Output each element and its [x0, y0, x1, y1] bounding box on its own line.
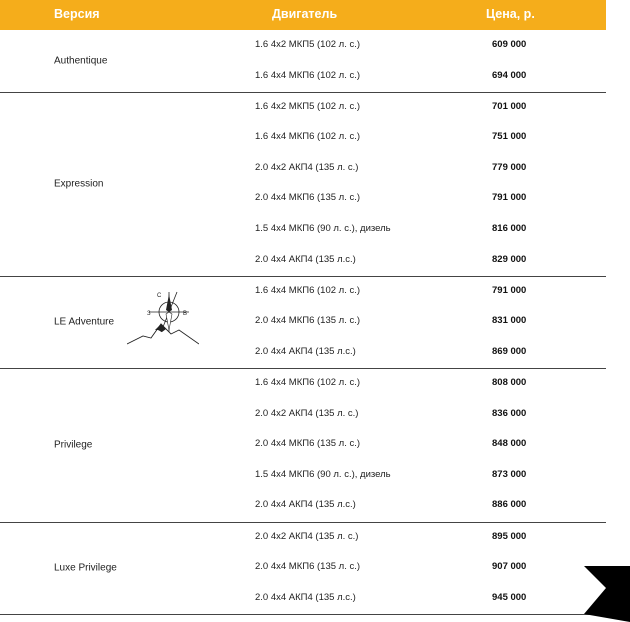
- engine-cell: 1.5 4x4 МКП6 (90 л. с.), дизель: [255, 223, 391, 235]
- engine-cell: 2.0 4x4 АКП4 (135 л.с.): [255, 253, 356, 265]
- table-row: [0, 377, 606, 391]
- price-cell: 848 000: [492, 438, 527, 450]
- table-row: [0, 531, 606, 545]
- engine-cell: 1.6 4x2 МКП5 (102 л. с.): [255, 39, 361, 50]
- engine-cell: 2.0 4x2 АКП4 (135 л. с.): [255, 407, 359, 419]
- version-group: [0, 276, 606, 369]
- version-group: [0, 92, 606, 277]
- table-row: [0, 285, 606, 299]
- engine-cell: 2.0 4x4 АКП4 (135 л.с.): [255, 345, 356, 357]
- version-name: Luxe Privilege: [54, 562, 117, 574]
- engine-cell: 1.5 4x4 МКП6 (90 л. с.), дизель: [255, 468, 391, 480]
- table-row: [0, 315, 606, 329]
- engine-cell: 2.0 4x4 АКП4 (135 л.с.): [255, 591, 356, 603]
- engine-cell: 1.6 4x4 МКП6 (102 л. с.): [255, 131, 361, 143]
- price-cell: 791 000: [492, 192, 527, 204]
- price-cell: 886 000: [492, 499, 527, 511]
- version-name: LE Adventure: [54, 316, 115, 328]
- price-cell: 779 000: [492, 161, 527, 173]
- table-row: [0, 254, 606, 268]
- logo-letter-w: З: [147, 311, 151, 317]
- table-row: [0, 469, 606, 483]
- engine-cell: 1.6 4x4 МКП6 (102 л. с.): [255, 69, 361, 81]
- version-group: [0, 522, 606, 615]
- price-cell: 907 000: [492, 561, 527, 573]
- engine-cell: 1.6 4x2 МКП5 (102 л. с.): [255, 100, 361, 112]
- engine-cell: 2.0 4x4 МКП6 (135 л. с.): [255, 438, 361, 450]
- compass-mountain-logo: [127, 288, 199, 348]
- engine-cell: 1.6 4x4 МКП6 (102 л. с.): [255, 284, 361, 296]
- table-row: [0, 223, 606, 237]
- price-cell: 873 000: [492, 468, 527, 480]
- price-cell: 869 000: [492, 345, 527, 357]
- table-row: [0, 346, 606, 360]
- price-cell: 694 000: [492, 69, 527, 81]
- table-row: [0, 592, 606, 606]
- price-cell: 945 000: [492, 591, 527, 603]
- price-cell: 808 000: [492, 377, 527, 389]
- version-group: [0, 368, 606, 523]
- table-row: [0, 101, 606, 115]
- engine-cell: 2.0 4x4 АКП4 (135 л.с.): [255, 499, 356, 511]
- price-cell: 895 000: [492, 530, 527, 542]
- table-row: [0, 162, 606, 176]
- version-name: Privilege: [54, 439, 93, 451]
- price-cell: 701 000: [492, 100, 527, 112]
- price-cell: 609 000: [492, 39, 527, 50]
- table-row: [0, 39, 606, 53]
- table-header: [0, 0, 606, 30]
- engine-cell: 1.6 4x4 МКП6 (102 л. с.): [255, 377, 361, 389]
- logo-letter-e: В: [183, 311, 188, 317]
- header-engine: Двигатель: [272, 7, 338, 21]
- page-corner-fold: [584, 566, 630, 622]
- engine-cell: 2.0 4x4 МКП6 (135 л. с.): [255, 315, 361, 327]
- table-row: [0, 192, 606, 206]
- table-row: [0, 408, 606, 422]
- price-cell: 831 000: [492, 315, 527, 327]
- version-group: [0, 30, 606, 93]
- table-row: [0, 561, 606, 575]
- version-name: Expression: [54, 178, 104, 190]
- version-name: Authentique: [54, 55, 108, 67]
- price-cell: 816 000: [492, 223, 527, 235]
- engine-cell: 2.0 4x4 МКП6 (135 л. с.): [255, 561, 361, 573]
- header-price: Цена, р.: [486, 7, 535, 21]
- price-cell: 791 000: [492, 284, 527, 296]
- price-cell: 751 000: [492, 131, 527, 143]
- logo-letter-n: С: [157, 293, 162, 299]
- table-row: [0, 70, 606, 84]
- table-row: [0, 499, 606, 513]
- engine-cell: 2.0 4x2 АКП4 (135 л. с.): [255, 161, 359, 173]
- engine-cell: 2.0 4x2 АКП4 (135 л. с.): [255, 530, 359, 542]
- engine-cell: 2.0 4x4 МКП6 (135 л. с.): [255, 192, 361, 204]
- table-row: [0, 438, 606, 452]
- price-cell: 836 000: [492, 407, 527, 419]
- header-version: Версия: [54, 7, 100, 21]
- table-row: [0, 131, 606, 145]
- price-cell: 829 000: [492, 253, 527, 265]
